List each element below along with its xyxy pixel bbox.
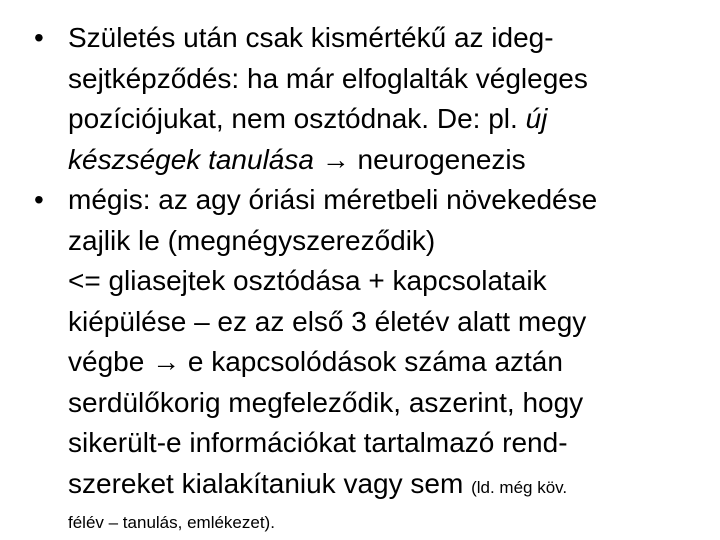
small-note: (ld. még köv. xyxy=(471,477,568,497)
text-line: zajlik le (megnégyszereződik) xyxy=(68,224,436,256)
text-line: mégis: az agy óriási méretbeli növekedése xyxy=(68,184,598,215)
text-line: végbe → e kapcsolódások száma aztán xyxy=(68,346,563,377)
text-line: serdülőkorig megfeleződik, aszerint, hogy xyxy=(68,386,584,418)
text-line: sejtképződés: ha már elfoglalták végleges xyxy=(68,62,588,94)
text-line: pozíciójukat, nem osztódnak. De: pl. új xyxy=(68,103,548,134)
text-line: készségek tanulása → neurogenezis xyxy=(68,143,526,175)
emphasis: készségek tanulása xyxy=(68,143,314,175)
small-note-continuation: félév – tanulás, emlékezet). xyxy=(68,513,275,532)
bullet-marker: • xyxy=(34,184,44,215)
text-line: szereket kialakítaniuk vagy sem (ld. még köv. xyxy=(68,467,568,499)
bullet-item-2 xyxy=(68,180,708,536)
bullet-marker: • xyxy=(34,22,44,53)
emphasis: új xyxy=(525,103,548,134)
bullet-item-1 xyxy=(68,18,708,180)
text-line: <= gliasejtek osztódása + kapcsolataik xyxy=(68,265,547,296)
text-line: kiépülése – ez az első 3 életév alatt megy xyxy=(68,305,587,337)
text-line: sikerült-e információkat tartalmazó rend- xyxy=(68,427,568,458)
text-line: Születés után csak kismértékű az ideg- xyxy=(68,22,554,53)
